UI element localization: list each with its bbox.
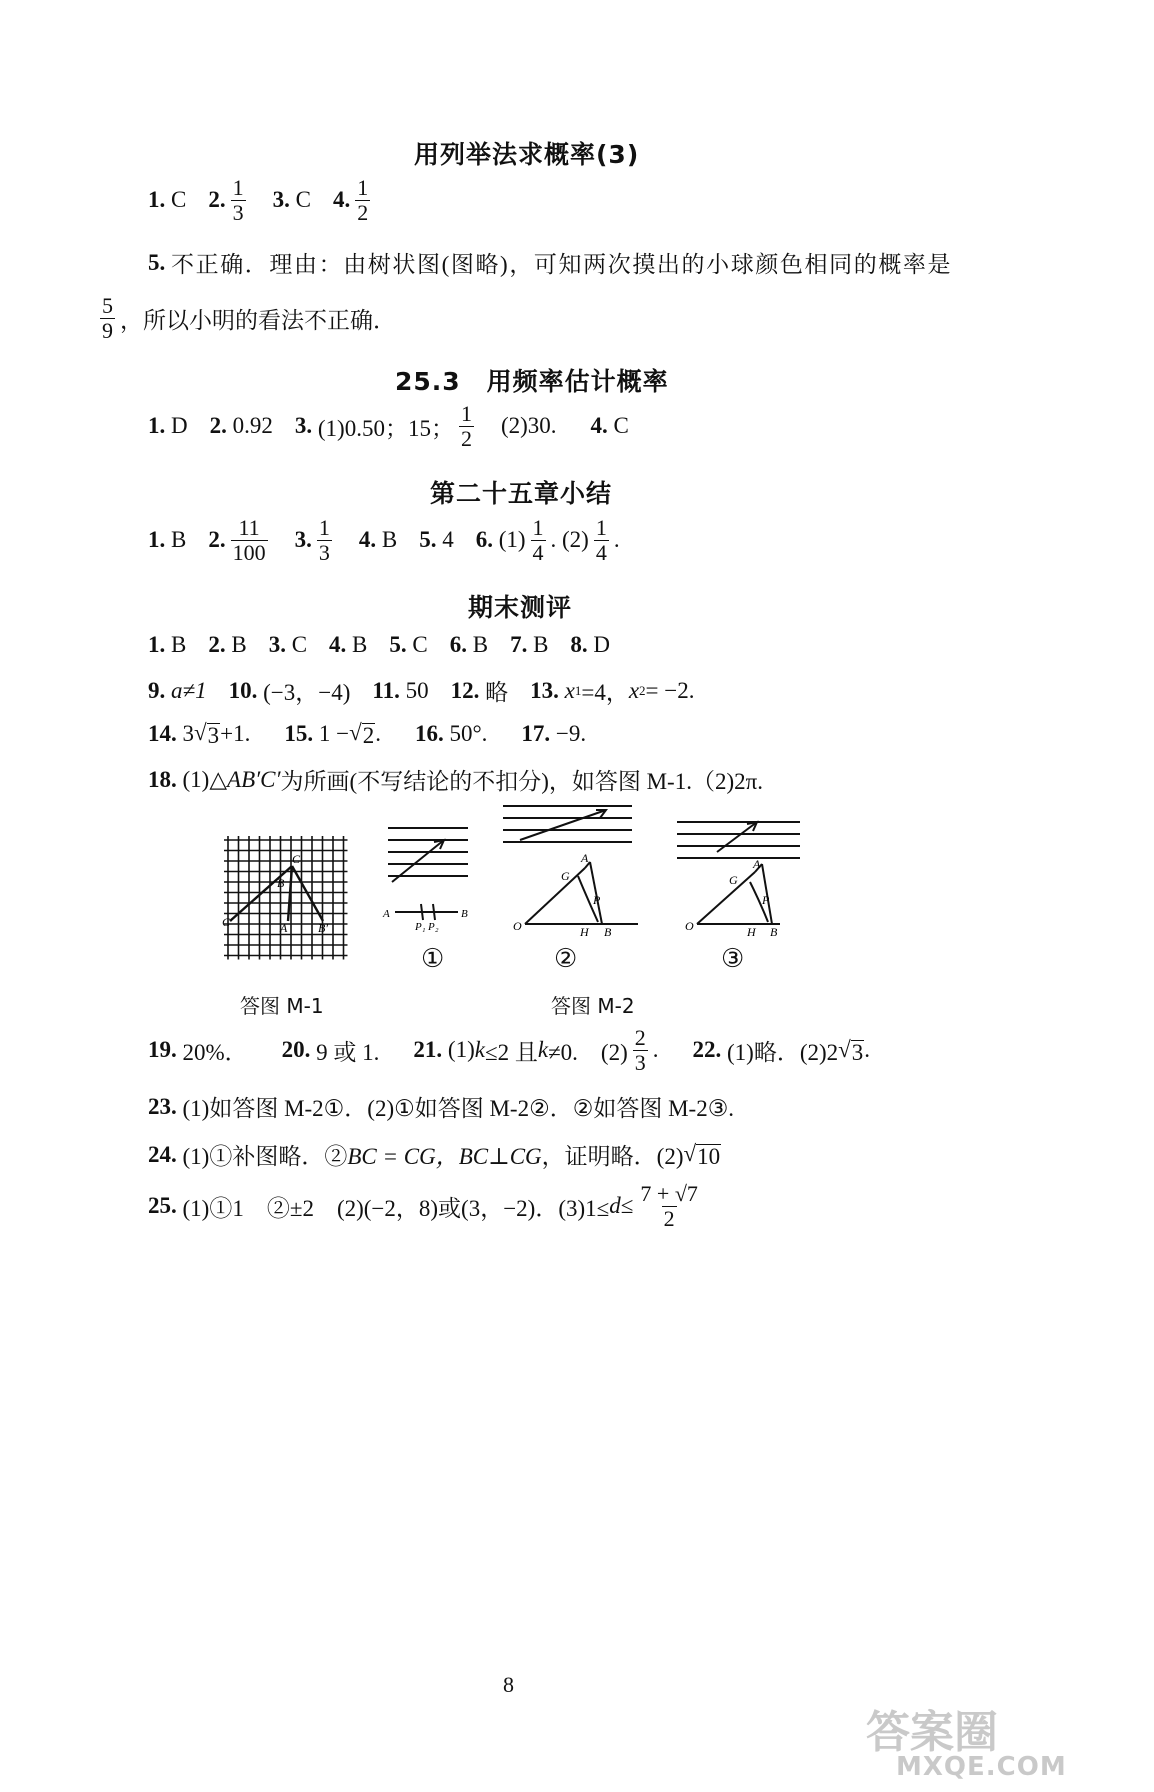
- q-num: 5.: [148, 249, 166, 275]
- answer: C: [613, 413, 629, 439]
- q-num: 24.: [148, 1141, 177, 1167]
- label-P: P: [593, 893, 601, 907]
- watermark-url: MXQE.COM: [896, 1752, 1067, 1782]
- section-title-4: 期末测评: [468, 593, 573, 622]
- label-P: P: [762, 893, 770, 907]
- fraction: $\frac{1}{3}$: [318, 515, 330, 565]
- answer-line-s2: [148, 402, 629, 451]
- fraction: $\frac{1}{3}$: [232, 175, 244, 225]
- q-num: 2.: [208, 527, 226, 553]
- label-Bprime: B′: [318, 921, 328, 935]
- section-title-2: 25.3 用频率估计概率: [395, 367, 669, 396]
- answer: C: [291, 632, 308, 657]
- answer: 3: [182, 720, 194, 746]
- q-num: 4.: [329, 632, 347, 657]
- sqrt: √ 3: [194, 720, 220, 748]
- sqrt: √ 3: [838, 1036, 864, 1065]
- q-num: 6.: [475, 527, 493, 553]
- answer-line-s4-25: [148, 1182, 705, 1231]
- q-num: 25.: [148, 1193, 177, 1219]
- q-num: 8.: [570, 632, 588, 657]
- answer: (1)如答图 M-2①．(2)①如答图 M-2②．②如答图 M-2③.: [182, 1096, 735, 1121]
- q-num: 5.: [389, 632, 407, 657]
- page-number: 8: [503, 1672, 514, 1697]
- figure-label-2: ②: [554, 944, 578, 974]
- answer: . (2): [550, 527, 589, 553]
- answer: 9 或 1.: [316, 1039, 380, 1065]
- answer: ≠0. (2): [548, 1039, 628, 1065]
- figure-m2-1: [388, 828, 468, 920]
- answer: 50: [405, 677, 429, 703]
- answer: (1): [498, 527, 526, 553]
- q-num: 4.: [332, 187, 351, 213]
- answer: −9.: [555, 720, 587, 746]
- answer: 略: [485, 680, 509, 705]
- answer-line-s4-23: [148, 1090, 734, 1123]
- section-title-3: 第二十五章小结: [430, 479, 613, 508]
- answer: BC = CG，BC⊥CG: [347, 1144, 542, 1169]
- answer-line-s4-2: [148, 674, 695, 707]
- answer-line-s4-19: [148, 1026, 870, 1075]
- answer: B: [171, 632, 187, 657]
- q-num: 20.: [281, 1037, 311, 1063]
- section-title-1: 用列举法求概率(3): [414, 140, 640, 169]
- figure-m1-grid: [224, 836, 348, 960]
- var-k: k: [537, 1037, 549, 1063]
- answer: .: [864, 1037, 871, 1063]
- answer: .: [613, 527, 620, 553]
- answer: +1.: [220, 720, 251, 746]
- answer: B: [231, 632, 247, 657]
- q-num: 5.: [419, 527, 437, 553]
- q-num: 15.: [284, 720, 314, 746]
- answer: 0.92: [232, 413, 273, 439]
- q-num: 10.: [228, 677, 258, 703]
- q-num: 12.: [450, 677, 480, 703]
- answer-line-s4-24: [148, 1138, 721, 1171]
- sqrt: √ 2: [349, 720, 375, 748]
- answer: 20%．: [182, 1039, 248, 1065]
- q-num: 2.: [208, 187, 226, 213]
- label-B: B: [604, 925, 612, 939]
- q-num: 3.: [272, 187, 290, 213]
- q-num: 4.: [358, 527, 377, 553]
- answer-line-s4-1: [148, 632, 610, 658]
- q-num: 1.: [148, 413, 166, 439]
- q-num: 13.: [530, 677, 559, 703]
- fraction: $\frac{1}{2}$: [460, 401, 472, 451]
- answer: (1)△: [182, 766, 228, 792]
- q-num: 23.: [148, 1093, 177, 1119]
- answer-line-s1-5b: [100, 294, 396, 343]
- answer: 50°.: [449, 720, 488, 746]
- answer: 为所画(不写结论的不扣分)，如答图 M-1.（2)2π.: [280, 769, 763, 794]
- label-H: H: [580, 925, 589, 939]
- answer: =4，: [581, 680, 629, 705]
- label-P2: P₂: [428, 921, 439, 933]
- answer: B: [533, 632, 549, 657]
- fraction: $\frac{11}{100}$: [232, 515, 266, 565]
- fraction: $\frac{7 + √7}{2}$: [640, 1181, 698, 1231]
- label-A: A: [280, 921, 288, 935]
- answer: (1)①补图略．②: [182, 1144, 348, 1169]
- label-A: A: [581, 851, 589, 865]
- answer-text: ，所以小明的看法不正确．: [120, 307, 396, 333]
- answer: ≤: [620, 1193, 634, 1219]
- answer: B: [381, 527, 398, 553]
- label-O: O: [685, 919, 694, 933]
- fraction: $\frac{1}{4}$: [532, 515, 544, 565]
- figures: [220, 800, 1040, 1010]
- q-num: 22.: [692, 1037, 722, 1063]
- answer: (1)①1 ②±2 (2)(−2，8)或(3，−2)．(3)1≤: [182, 1195, 610, 1221]
- var-k: k: [474, 1037, 485, 1063]
- fraction: $\frac{5}{9}$: [102, 293, 113, 343]
- figure-m2-3: [677, 822, 800, 924]
- var-d: d: [609, 1193, 621, 1219]
- answer: (−3，−4): [263, 680, 351, 705]
- answer-line-s3: [148, 516, 620, 565]
- answer: 4: [442, 527, 454, 553]
- q-num: 3.: [294, 527, 312, 553]
- watermark-logo: 答案圈: [866, 1707, 998, 1758]
- answer: a≠1: [171, 677, 207, 703]
- fraction: $\frac{1}{2}$: [357, 175, 369, 225]
- label-B: B: [461, 908, 468, 920]
- q-num: 11.: [372, 677, 400, 703]
- label-Cprime: C′: [222, 915, 233, 929]
- label-O: O: [513, 919, 522, 933]
- answer-text: 不正确．理由：由树状图(图略)，可知两次摸出的小球颜色相同的概率是: [171, 252, 953, 277]
- answer: ，证明略．(2): [541, 1144, 684, 1169]
- q-num: 9.: [148, 677, 166, 703]
- answer: .: [375, 720, 381, 746]
- label-B: B: [277, 876, 285, 890]
- q-num: 18.: [148, 766, 177, 792]
- answer: B: [472, 632, 489, 657]
- q-num: 3.: [294, 413, 313, 439]
- caption-m2: 答图 M-2: [551, 994, 635, 1018]
- fraction: $\frac{1}{4}$: [595, 515, 607, 565]
- answer: B: [352, 632, 368, 657]
- figure-m2-2: [503, 806, 638, 924]
- answer: C: [412, 632, 428, 657]
- answer: D: [593, 632, 611, 657]
- answer-line-s1-5: [148, 246, 952, 279]
- q-num: 16.: [414, 720, 444, 746]
- figure-label-3: ③: [721, 944, 745, 974]
- q-num: 6.: [449, 632, 467, 657]
- answer-line-s1-1: [148, 176, 375, 225]
- q-num: 21.: [413, 1037, 443, 1063]
- answer: (1): [447, 1037, 475, 1063]
- answer-line-s4-3: [148, 720, 586, 747]
- q-num: 2.: [208, 632, 226, 657]
- label-P1: P₁: [415, 921, 426, 933]
- label-H: H: [747, 925, 756, 939]
- var-x: x: [628, 677, 640, 703]
- q-num: 2.: [209, 413, 227, 439]
- q-num: 17.: [521, 720, 551, 746]
- label-C: C: [292, 852, 301, 866]
- q-num: 14.: [148, 720, 177, 746]
- label-A: A: [753, 857, 761, 871]
- label-B: B: [770, 925, 778, 939]
- q-num: 7.: [510, 632, 528, 657]
- label-G: G: [561, 869, 570, 883]
- q-num: 3.: [268, 632, 286, 657]
- q-num: 1.: [148, 187, 166, 213]
- answer-line-s4-18: [148, 763, 763, 796]
- var-x: x: [564, 677, 575, 703]
- label-G: G: [729, 873, 738, 887]
- subscript: 2: [639, 682, 646, 698]
- answer: C: [171, 187, 187, 213]
- answer: = −2.: [645, 677, 695, 703]
- q-num: 1.: [148, 527, 166, 553]
- q-num: 4.: [590, 413, 608, 439]
- answer: B: [171, 527, 187, 553]
- figure-label-1: ①: [421, 944, 445, 974]
- answer: (1)0.50；15；: [317, 415, 454, 441]
- subscript: 1: [574, 682, 582, 698]
- caption-m1: 答图 M-1: [240, 994, 324, 1018]
- answer: 1 −: [318, 720, 350, 746]
- answer: AB′C′: [227, 766, 281, 792]
- label-A: A: [383, 908, 390, 920]
- q-num: 19.: [148, 1037, 177, 1063]
- answer: (1)略．(2)2: [727, 1039, 839, 1065]
- answer: ≤2 且: [484, 1039, 538, 1065]
- answer: .: [652, 1037, 659, 1063]
- q-num: 1.: [148, 632, 166, 657]
- fraction: $\frac{2}{3}$: [634, 1025, 646, 1075]
- answer: D: [171, 413, 188, 439]
- answer: (2)30.: [500, 413, 557, 439]
- answer: C: [295, 187, 311, 213]
- sqrt: √ 10: [683, 1141, 721, 1169]
